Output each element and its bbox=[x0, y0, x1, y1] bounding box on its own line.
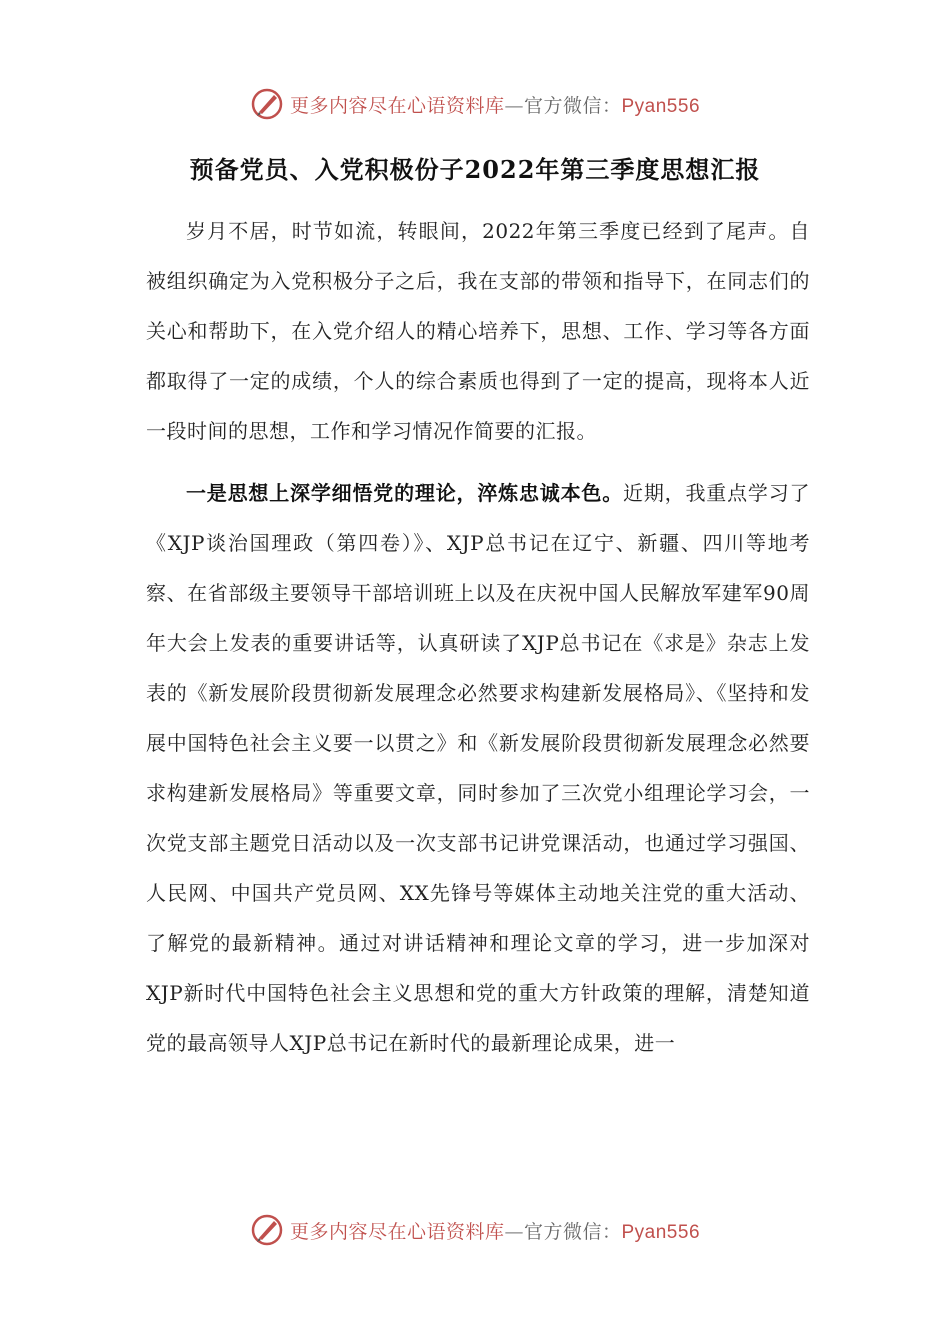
document-body bbox=[146, 206, 810, 1068]
header-banner bbox=[0, 84, 950, 124]
footer-wechat-id: Pyan556 bbox=[621, 1221, 701, 1243]
quill-logo-icon bbox=[250, 87, 284, 121]
banner-wechat-id: Pyan556 bbox=[621, 95, 701, 117]
document-title: 预备党员、入党积极份子2022年第三季度思想汇报 bbox=[189, 155, 761, 184]
paragraph-2 bbox=[146, 468, 810, 1068]
banner-dash: — bbox=[504, 94, 524, 117]
footer-dash: — bbox=[504, 1220, 524, 1243]
footer-wechat-label: 官方微信： bbox=[523, 1220, 622, 1243]
footer-brand-text: 更多内容尽在心语资料库 bbox=[289, 1220, 505, 1243]
quill-logo-icon bbox=[250, 1213, 284, 1247]
banner-brand-text: 更多内容尽在心语资料库 bbox=[289, 94, 505, 117]
paragraph-2-body: 近期，我重点学习了《XJP谈治国理政（第四卷）》、XJP总书记在辽宁、新疆、四川等地考察、在省部级主要领导干部培训班上以及在庆祝中国人民解放军建军90周年大会上发表的重要讲话等，认真研读了XJP总书记在《求是》杂志上发表的《新发展阶段贯彻新发展理念必然要求构建新发展格局》、《坚持和发展中国特色社会主义要一以贯之》和《新发展阶段贯彻新发展理念必然要求构建新发展格局》等重要文章，同时参加了三次党小组理论学习会，一次党支部主题党日活动以及一次支部书记讲党课活动，也通过学习强国、人民网、中国共产党员网、XX先锋号等媒体主动地关注党的重大活动、了解党的最新精神。通过对讲话精神和理论文章的学习，进一步加深对XJP新时代中国特色社会主义思想和党的重大方针政策的理解，清楚知道党的最高领导人XJP总书记在新时代的最新理论成果，进一 bbox=[146, 481, 811, 1055]
paragraph-2-heading: 一是思想上深学细悟党的理论，淬炼忠诚本色。 bbox=[186, 481, 624, 505]
paragraph-1: 岁月不居，时节如流，转眼间，2022年第三季度已经到了尾声。自被组织确定为入党积极分子之后，我在支部的带领和指导下，在同志们的关心和帮助下，在入党介绍人的精心培养下，思想、工作、学习等各方面都取得了一定的成绩，个人的综合素质也得到了一定的提高，现将本人近一段时间的思想，工作和学习情况作简要的汇报。 bbox=[146, 219, 810, 443]
banner-wechat-label: 官方微信： bbox=[523, 94, 622, 117]
footer-banner bbox=[0, 1210, 950, 1250]
